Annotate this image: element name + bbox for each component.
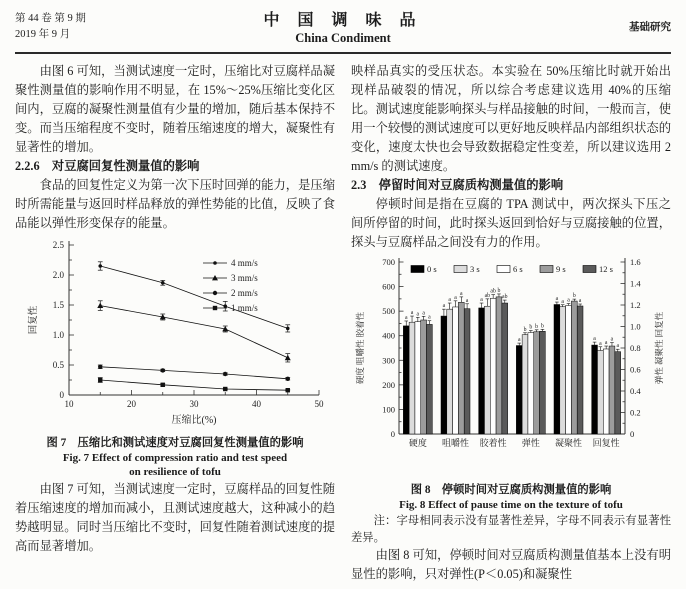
svg-text:3 mm/s: 3 mm/s xyxy=(231,273,258,284)
svg-text:2 mm/s: 2 mm/s xyxy=(231,288,258,299)
svg-text:3 s: 3 s xyxy=(470,264,480,275)
svg-text:a: a xyxy=(448,297,451,304)
svg-text:6 s: 6 s xyxy=(513,264,523,275)
svg-text:a: a xyxy=(428,315,431,322)
svg-text:1.4: 1.4 xyxy=(630,278,641,289)
svg-text:a: a xyxy=(567,297,570,304)
page-header xyxy=(15,7,671,46)
svg-text:1.2: 1.2 xyxy=(630,300,641,311)
svg-text:回复性: 回复性 xyxy=(592,438,620,449)
svg-text:b: b xyxy=(497,288,501,295)
svg-text:0: 0 xyxy=(390,429,395,440)
paragraph: 由图 6 可知，当测试速度一定时，压缩比对豆腐样品凝聚性测量值的影响作用不明显，在 15%～25%压缩比变化区间内，豆腐的凝聚性测量值有少量的增加，随后基本保持不变。而当压缩程度不变时，随着压缩速度的增大，凝聚性有显著性的增加。 xyxy=(15,64,335,155)
svg-text:a: a xyxy=(555,296,559,303)
svg-text:a: a xyxy=(460,291,463,298)
svg-text:a: a xyxy=(454,295,457,302)
svg-text:700: 700 xyxy=(382,257,395,268)
svg-text:弹性 凝聚性 回复性: 弹性 凝聚性 回复性 xyxy=(654,312,664,385)
two-column-body xyxy=(15,62,671,584)
svg-text:ab: ab xyxy=(484,293,491,300)
svg-text:a: a xyxy=(422,310,425,317)
svg-text:1 mm/s: 1 mm/s xyxy=(231,303,258,314)
svg-text:a: a xyxy=(604,340,608,347)
figure-8 xyxy=(351,254,671,512)
svg-text:a: a xyxy=(561,299,564,306)
issue-info xyxy=(15,11,135,43)
svg-text:压缩比(%): 压缩比(%) xyxy=(171,415,217,427)
header-rule xyxy=(15,52,671,54)
svg-text:100: 100 xyxy=(382,404,395,415)
svg-text:4 mm/s: 4 mm/s xyxy=(231,258,258,269)
section-heading-23: 2.3 停留时间对豆腐质构测量值的影响 xyxy=(351,178,564,193)
svg-text:0: 0 xyxy=(630,429,635,440)
svg-text:硬度: 硬度 xyxy=(408,438,427,449)
svg-text:a: a xyxy=(616,343,620,350)
svg-text:b: b xyxy=(523,327,527,334)
section-label: 基础研究 xyxy=(629,22,671,33)
paragraph: 由图 8 可知，停顿时间对豆腐质构测量值基本上没有明显性的影响，只对弹性(P＜0.05)和凝聚性 xyxy=(351,548,671,582)
volume-issue: 第 44 卷 第 9 期 xyxy=(15,12,86,24)
svg-text:50: 50 xyxy=(314,399,324,410)
paragraph: 映样品真实的受压状态。本实验在 50%压缩比时就开始出现样品破裂的情况，所以综合考虑建议选用 40%的压缩比。测试速度能影响探头与样品接触的时间，一般而言，使用一个较慢的测试速度可以更好地反映样品内部组织状态的变化，速度太快也会导致数据稳定性变差，所以建议选用 2 mm/s 的测试速度。 xyxy=(351,64,671,174)
fig8-caption-cn: 图 8 停顿时间对豆腐质构测量值的影响 xyxy=(410,484,612,497)
svg-text:a: a xyxy=(410,310,414,317)
svg-text:1.0: 1.0 xyxy=(630,321,641,332)
svg-text:0 s: 0 s xyxy=(427,264,437,275)
svg-text:弹性: 弹性 xyxy=(521,438,540,449)
svg-text:b: b xyxy=(572,293,576,300)
figure-7 xyxy=(15,235,335,479)
svg-text:a: a xyxy=(480,297,483,304)
fig8-bar-chart xyxy=(351,254,673,482)
svg-text:1.6: 1.6 xyxy=(630,257,641,268)
fig7-line-chart xyxy=(23,235,327,435)
paragraph: 由图 7 可知，当测试速度一定时，豆腐样品的回复性随着压缩速度的增加而减小，且测试速度越大，这种减小的趋势越明显。同时当压缩比不变时，回复性随着测试速度的提高而显著增加。 xyxy=(15,481,335,553)
svg-text:a: a xyxy=(416,311,420,318)
svg-text:2.0: 2.0 xyxy=(52,270,64,281)
svg-text:1.5: 1.5 xyxy=(52,300,64,311)
svg-text:40: 40 xyxy=(252,399,261,410)
svg-text:500: 500 xyxy=(382,306,395,317)
svg-text:b: b xyxy=(540,323,544,330)
svg-text:凝聚性: 凝聚性 xyxy=(554,438,583,449)
svg-text:0.8: 0.8 xyxy=(630,343,641,354)
svg-text:胶着性: 胶着性 xyxy=(479,438,507,449)
svg-text:a: a xyxy=(593,336,596,343)
svg-text:0.4: 0.4 xyxy=(630,386,641,397)
svg-text:1.0: 1.0 xyxy=(52,330,64,341)
svg-text:30: 30 xyxy=(189,399,199,410)
svg-text:b: b xyxy=(535,324,539,331)
svg-text:a: a xyxy=(465,298,469,305)
svg-text:0.6: 0.6 xyxy=(630,364,641,375)
issue-date: 2019 年 9 月 xyxy=(15,28,71,40)
svg-text:a: a xyxy=(404,315,408,322)
svg-text:a: a xyxy=(578,298,582,305)
svg-text:10: 10 xyxy=(64,399,74,410)
svg-text:0: 0 xyxy=(59,390,64,401)
right-column xyxy=(351,62,671,584)
svg-text:ab: ab xyxy=(502,294,508,301)
svg-text:a: a xyxy=(610,337,614,344)
svg-text:a: a xyxy=(517,337,521,344)
svg-text:2.5: 2.5 xyxy=(52,240,64,251)
fig7-caption-en1: Fig. 7 Effect of compression ratio and test speed xyxy=(62,452,288,465)
svg-text:硬度 咀嚼性 胶着性: 硬度 咀嚼性 胶着性 xyxy=(355,312,365,385)
journal-title-en: China Condiment xyxy=(295,31,391,45)
fig7-caption-en2: on resilience of tofu xyxy=(129,466,221,479)
section-heading-226: 2.2.6 对豆腐回复性测量值的影响 xyxy=(15,159,200,174)
svg-text:300: 300 xyxy=(382,355,395,366)
journal-title-block xyxy=(135,7,551,46)
svg-text:a: a xyxy=(442,303,446,310)
svg-text:ab: ab xyxy=(490,289,496,296)
svg-text:12 s: 12 s xyxy=(599,264,613,275)
left-column xyxy=(15,62,335,584)
svg-text:400: 400 xyxy=(382,331,395,342)
svg-text:20: 20 xyxy=(127,399,136,410)
svg-text:咀嚼性: 咀嚼性 xyxy=(441,438,470,449)
svg-text:0.2: 0.2 xyxy=(630,407,641,418)
fig8-caption-en: Fig. 8 Effect of pause time on the texture of tofu xyxy=(399,499,623,512)
paragraph: 停顿时间是指在豆腐的 TPA 测试中，两次探头下压之间所停留的时间，此时探头返回到恰好与豆腐接触的位置，探头与豆腐样品之间没有力的作用。 xyxy=(351,197,671,250)
fig7-caption-cn: 图 7 压缩比和测试速度对豆腐回复性测量值的影响 xyxy=(46,437,304,450)
svg-text:a: a xyxy=(599,341,602,348)
svg-text:600: 600 xyxy=(382,282,395,293)
svg-text:0.5: 0.5 xyxy=(52,360,64,371)
svg-text:b: b xyxy=(529,325,533,332)
figure-note: 注：字母相同表示没有显著性差异，字母不同表示有显著性差异。 xyxy=(351,515,671,544)
journal-title-cn: 中 国 调 味 品 xyxy=(263,12,423,29)
svg-text:200: 200 xyxy=(382,380,395,391)
paragraph: 食品的回复性定义为第一次下压时回弹的能力，是压缩时所需能量与返回时样品释放的弹性势能的比值，反映了食品能以弹性形变保存的能量。 xyxy=(15,178,335,231)
svg-text:9 s: 9 s xyxy=(556,264,566,275)
svg-text:回复性: 回复性 xyxy=(29,306,39,335)
